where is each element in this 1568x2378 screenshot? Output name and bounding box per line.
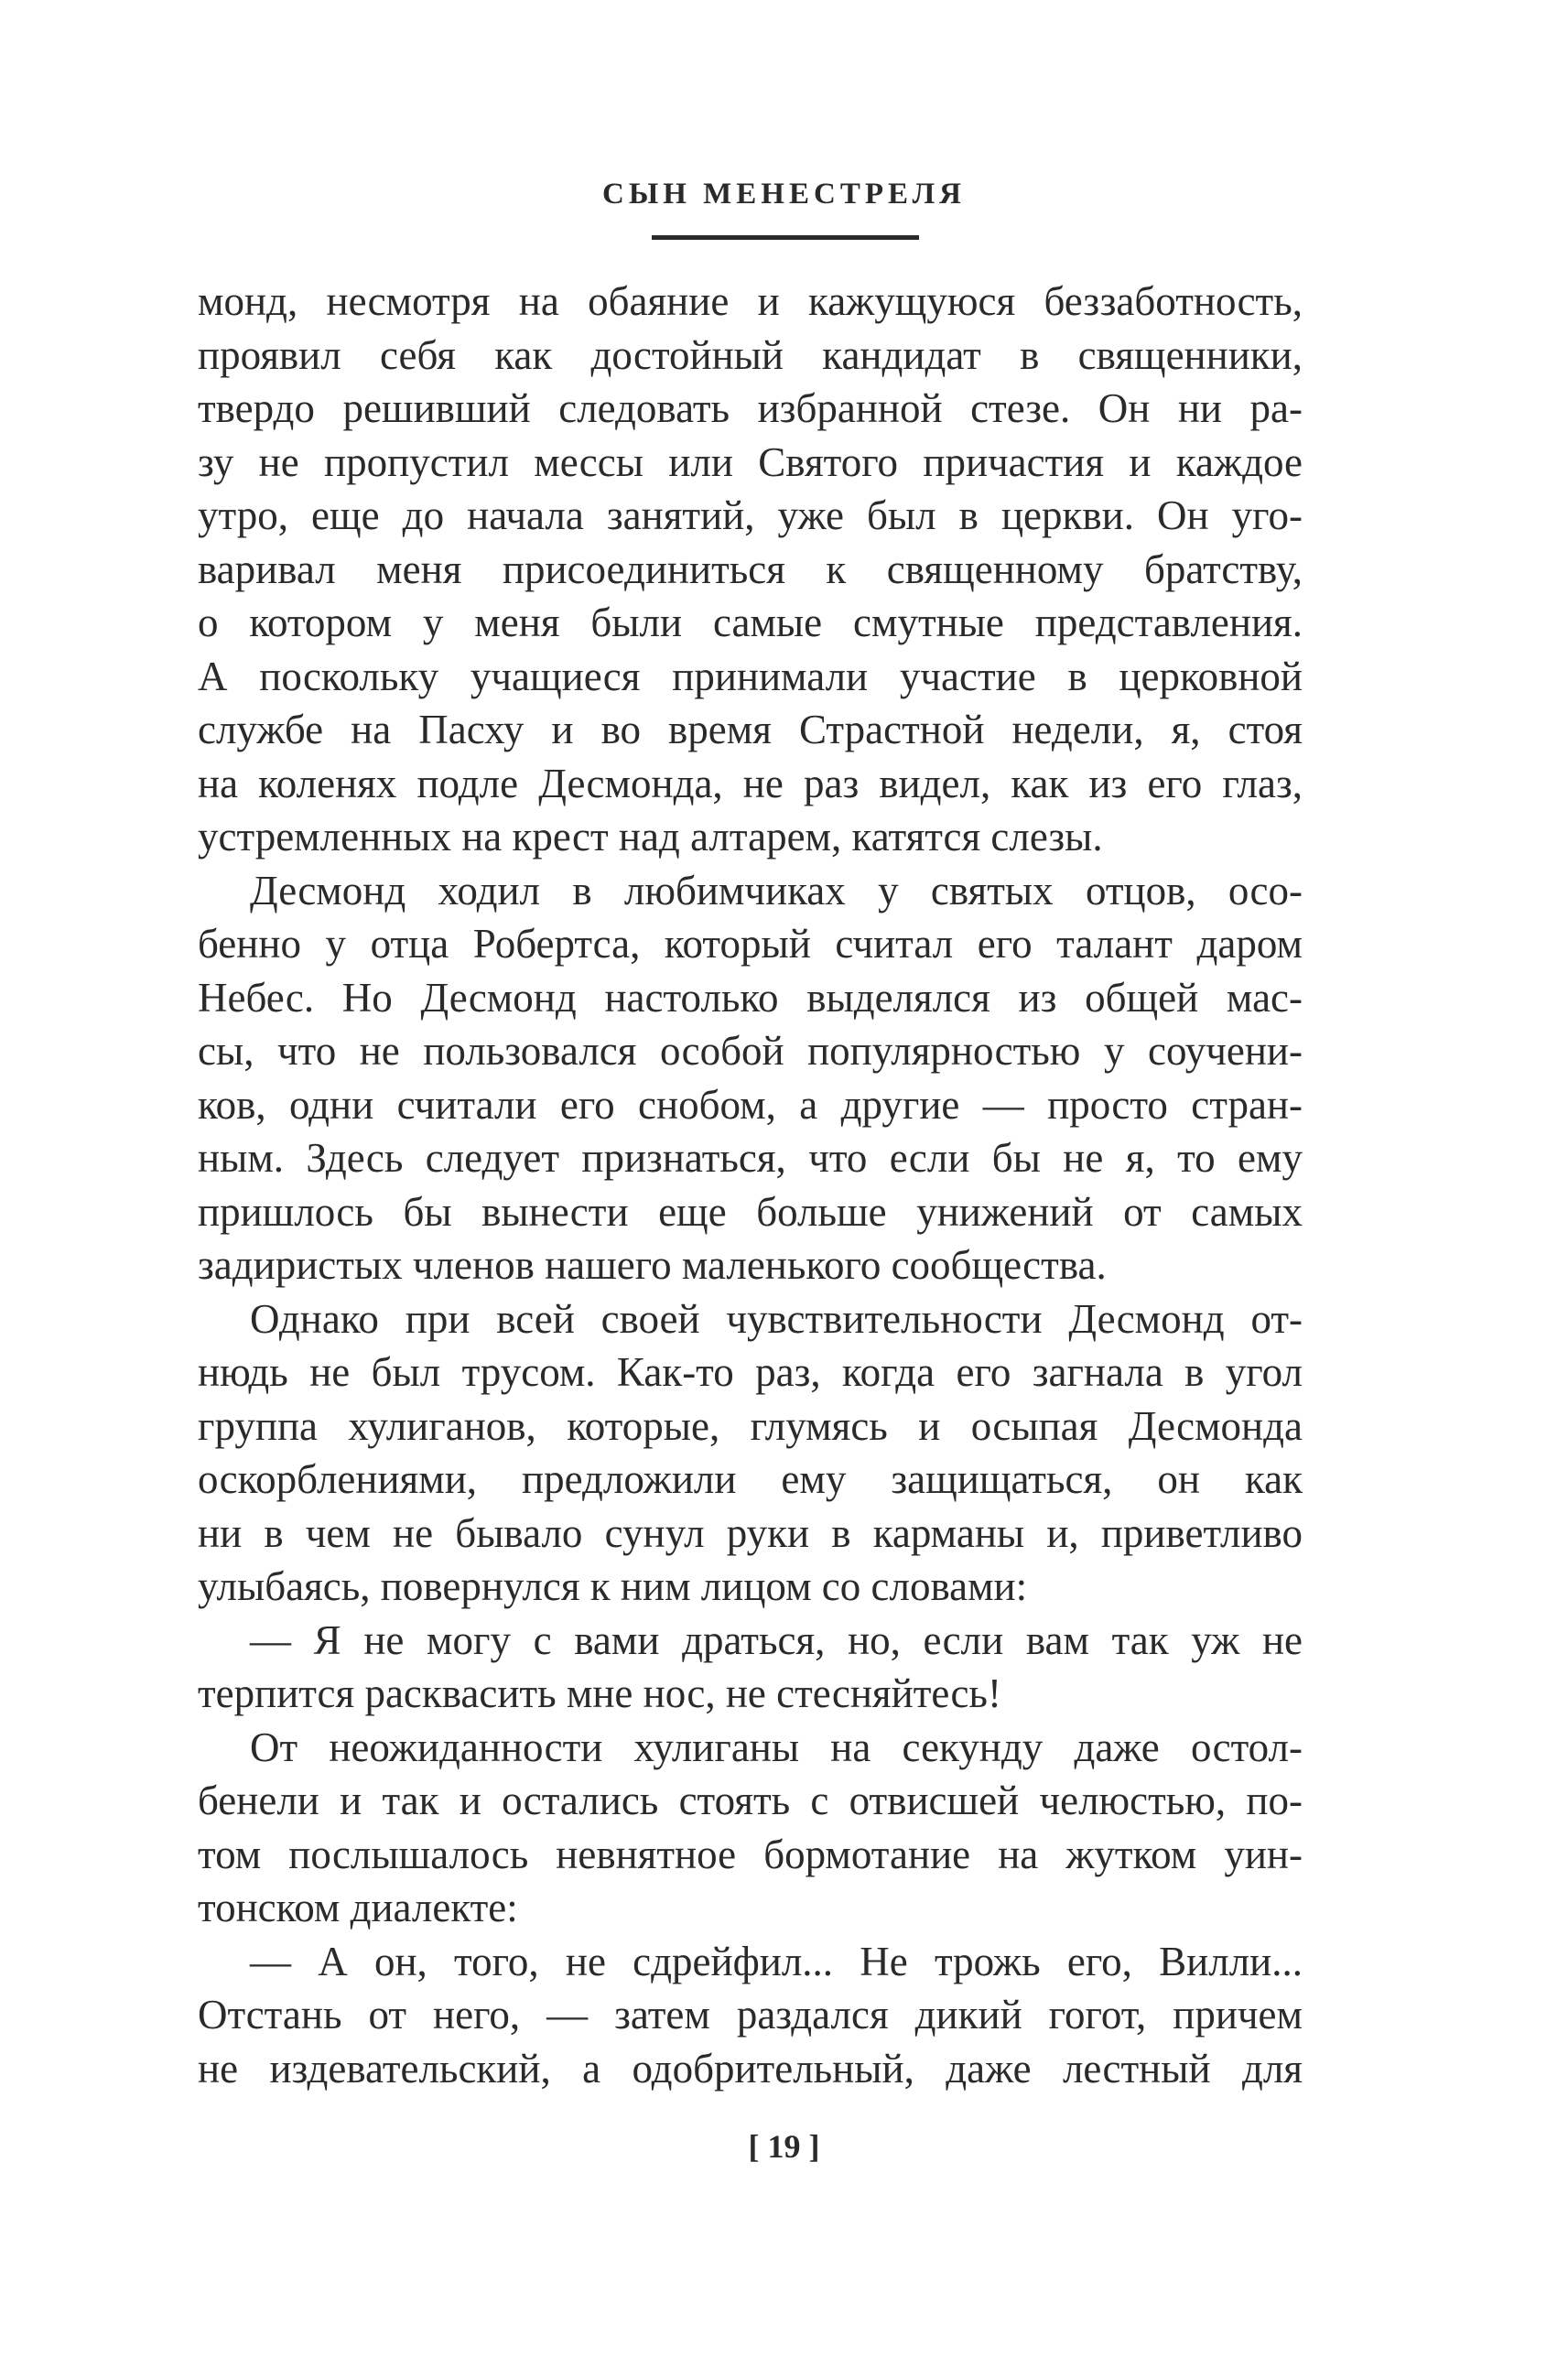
text-line: От неожиданности хулиганы на секунду даже остол- — [250, 1724, 1303, 1770]
text-line: том послышалось невнятное бормотание на жутком уин- — [198, 1831, 1303, 1877]
text-line: улыбаясь, повернулся к ним лицом со словами: — [198, 1563, 1028, 1609]
text-line: — А он, того, не сдрейфил... Не трожь его, Вилли... — [250, 1938, 1303, 1984]
text-line: варивал меня присоединиться к священному братству, — [198, 546, 1303, 592]
text-line: бенели и так и остались стоять с отвисшей челюстью, по- — [198, 1778, 1303, 1823]
text-line: Однако при всей своей чувствительности Десмонд от- — [250, 1295, 1303, 1342]
text-line: группа хулиганов, которые, глумясь и осыпая Десмонда — [198, 1402, 1303, 1449]
text-line: тонском диалекте: — [198, 1885, 518, 1930]
text-line: Небес. Но Десмонд настолько выделялся из общей мас- — [198, 974, 1303, 1021]
running-head: СЫН МЕНЕСТРЕЛЯ — [602, 178, 966, 211]
text-line: зу не пропустил мессы или Святого причастия и каждое — [198, 438, 1303, 485]
text-line: службе на Пасху и во время Страстной недели, я, стоя — [198, 707, 1303, 752]
text-line: пришлось бы вынести еще больше унижений от самых — [198, 1188, 1303, 1235]
text-line: задиристых членов нашего маленького сообщества. — [198, 1242, 1107, 1288]
paragraph — [198, 864, 1303, 1292]
text-line: бенно у отца Робертса, который считал его талант даром — [198, 921, 1303, 967]
text-line: ным. Здесь следует признаться, что если бы не я, то ему — [198, 1135, 1303, 1181]
text-line: на коленях подле Десмонда, не раз видел, как из его глаз, — [198, 760, 1303, 806]
text-line: проявил себя как достойный кандидат в священники, — [198, 331, 1303, 378]
text-line: Отстань от него, — затем раздался дикий гогот, причем — [198, 1992, 1303, 2038]
text-line: А поскольку учащиеся принимали участие в церковной — [198, 653, 1303, 699]
text-line: сы, что не пользовался особой популярностью у соучени- — [198, 1028, 1303, 1074]
text-line: терпится расквасить мне нос, не стесняйтесь! — [198, 1670, 1001, 1716]
text-line: монд, несмотря на обаяние и кажущуюся беззаботность, — [198, 278, 1303, 324]
text-line: ков, одни считали его снобом, а другие — просто стран- — [198, 1081, 1303, 1128]
paragraph — [198, 1935, 1303, 2096]
text-line: нюдь не был трусом. Как-то раз, когда его загнала в угол — [198, 1349, 1303, 1395]
paragraph — [198, 1721, 1303, 1935]
text-line: не издевательский, а одобрительный, даже лестный для — [198, 2045, 1303, 2092]
paragraph — [198, 1614, 1303, 1721]
page-number: [ 19 ] — [748, 2128, 820, 2165]
text-line: утро, еще до начала занятий, уже был в церкви. Он уго- — [198, 492, 1303, 538]
paragraph — [198, 275, 1303, 864]
text-line: твердо решивший следовать избранной стезе. Он ни ра- — [198, 385, 1303, 431]
body-text — [198, 275, 1303, 2095]
text-line: Десмонд ходил в любимчиках у святых отцов, осо- — [250, 867, 1303, 913]
paragraph — [198, 1292, 1303, 1614]
running-head-rule — [652, 235, 919, 240]
text-line: устремленных на крест над алтарем, катятся слезы. — [198, 814, 1103, 859]
text-line: — Я не могу с вами драться, но, если вам так уж не — [250, 1616, 1303, 1663]
text-line: о котором у меня были самые смутные представления. — [198, 600, 1303, 645]
text-line: оскорблениями, предложили ему защищаться, он как — [198, 1456, 1303, 1502]
text-line: ни в чем не бывало сунул руки в карманы и, приветливо — [198, 1509, 1303, 1556]
